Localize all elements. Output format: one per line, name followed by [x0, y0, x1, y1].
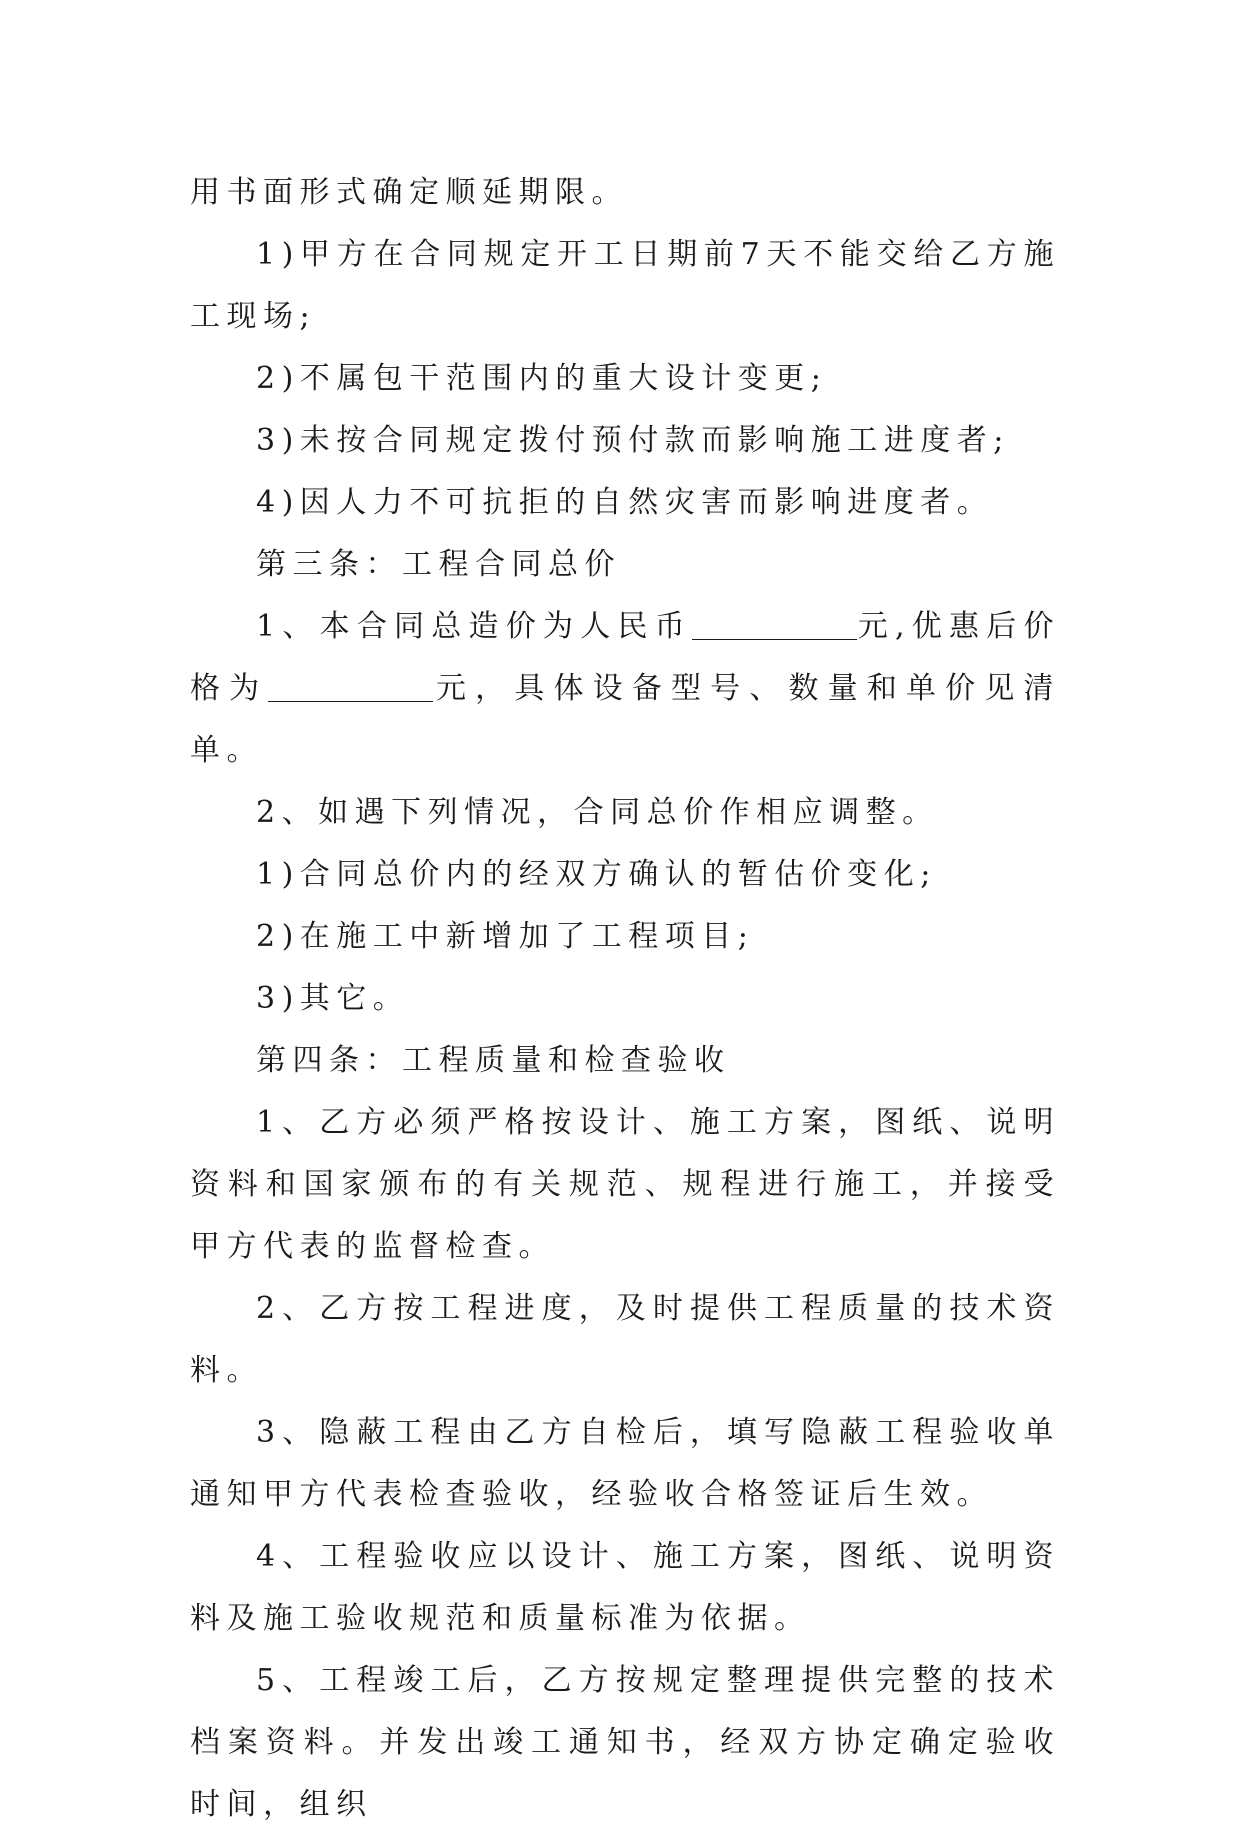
- paragraph-delay-item-3: 3)未按合同规定拨付预付款而影响施工进度者;: [256, 423, 1010, 458]
- paragraph-delay-item-4: 4)因人力不可抗拒的自然灾害而影响进度者。: [256, 485, 994, 520]
- paragraph-extension-period: 用书面形式确定顺延期限。: [190, 175, 628, 210]
- paragraph-quality-5: 5、工程竣工后，乙方按规定整理提供完整的技术档案资料。并发出竣工通知书，经双方协定确定验收时间，组织: [190, 1663, 1060, 1822]
- total-price-text-a: 1、本合同总造价为人民币: [256, 609, 692, 644]
- section-heading-article-3: 第三条：工程合同总价: [256, 547, 621, 582]
- paragraph-adjust-item-2: 2)在施工中新增加了工程项目;: [256, 919, 755, 954]
- paragraph-price-adjustment: 2、如遇下列情况，合同总价作相应调整。: [256, 795, 939, 830]
- discount-price-blank: [268, 671, 433, 702]
- paragraph-quality-4: 4、工程验收应以设计、施工方案，图纸、说明资料及施工验收规范和质量标准为依据。: [190, 1539, 1060, 1636]
- total-price-text-c: 元，具体设备型号、数量和单价见清单。: [190, 671, 1061, 768]
- document-body: [190, 162, 1060, 1836]
- paragraph-delay-item-2: 2)不属包干范围内的重大设计变更;: [256, 361, 828, 396]
- paragraph-adjust-item-3: 3)其它。: [256, 981, 410, 1016]
- paragraph-delay-item-1: 1)甲方在合同规定开工日期前7天不能交给乙方施工现场;: [190, 237, 1060, 334]
- paragraph-total-price: [190, 596, 1060, 782]
- paragraph-quality-3: 3、隐蔽工程由乙方自检后，填写隐蔽工程验收单通知甲方代表检查验收，经验收合格签证后生效。: [190, 1415, 1060, 1512]
- section-heading-article-4: 第四条：工程质量和检查验收: [256, 1043, 731, 1078]
- paragraph-quality-1: 1、乙方必须严格按设计、施工方案，图纸、说明资料和国家颁布的有关规范、规程进行施工，并接受甲方代表的监督检查。: [190, 1105, 1060, 1264]
- total-price-text-b: 元,优惠后价格为: [190, 609, 1060, 706]
- paragraph-adjust-item-1: 1)合同总价内的经双方确认的暂估价变化;: [256, 857, 937, 892]
- total-price-blank: [692, 609, 857, 640]
- paragraph-quality-2: 2、乙方按工程进度，及时提供工程质量的技术资料。: [190, 1291, 1060, 1388]
